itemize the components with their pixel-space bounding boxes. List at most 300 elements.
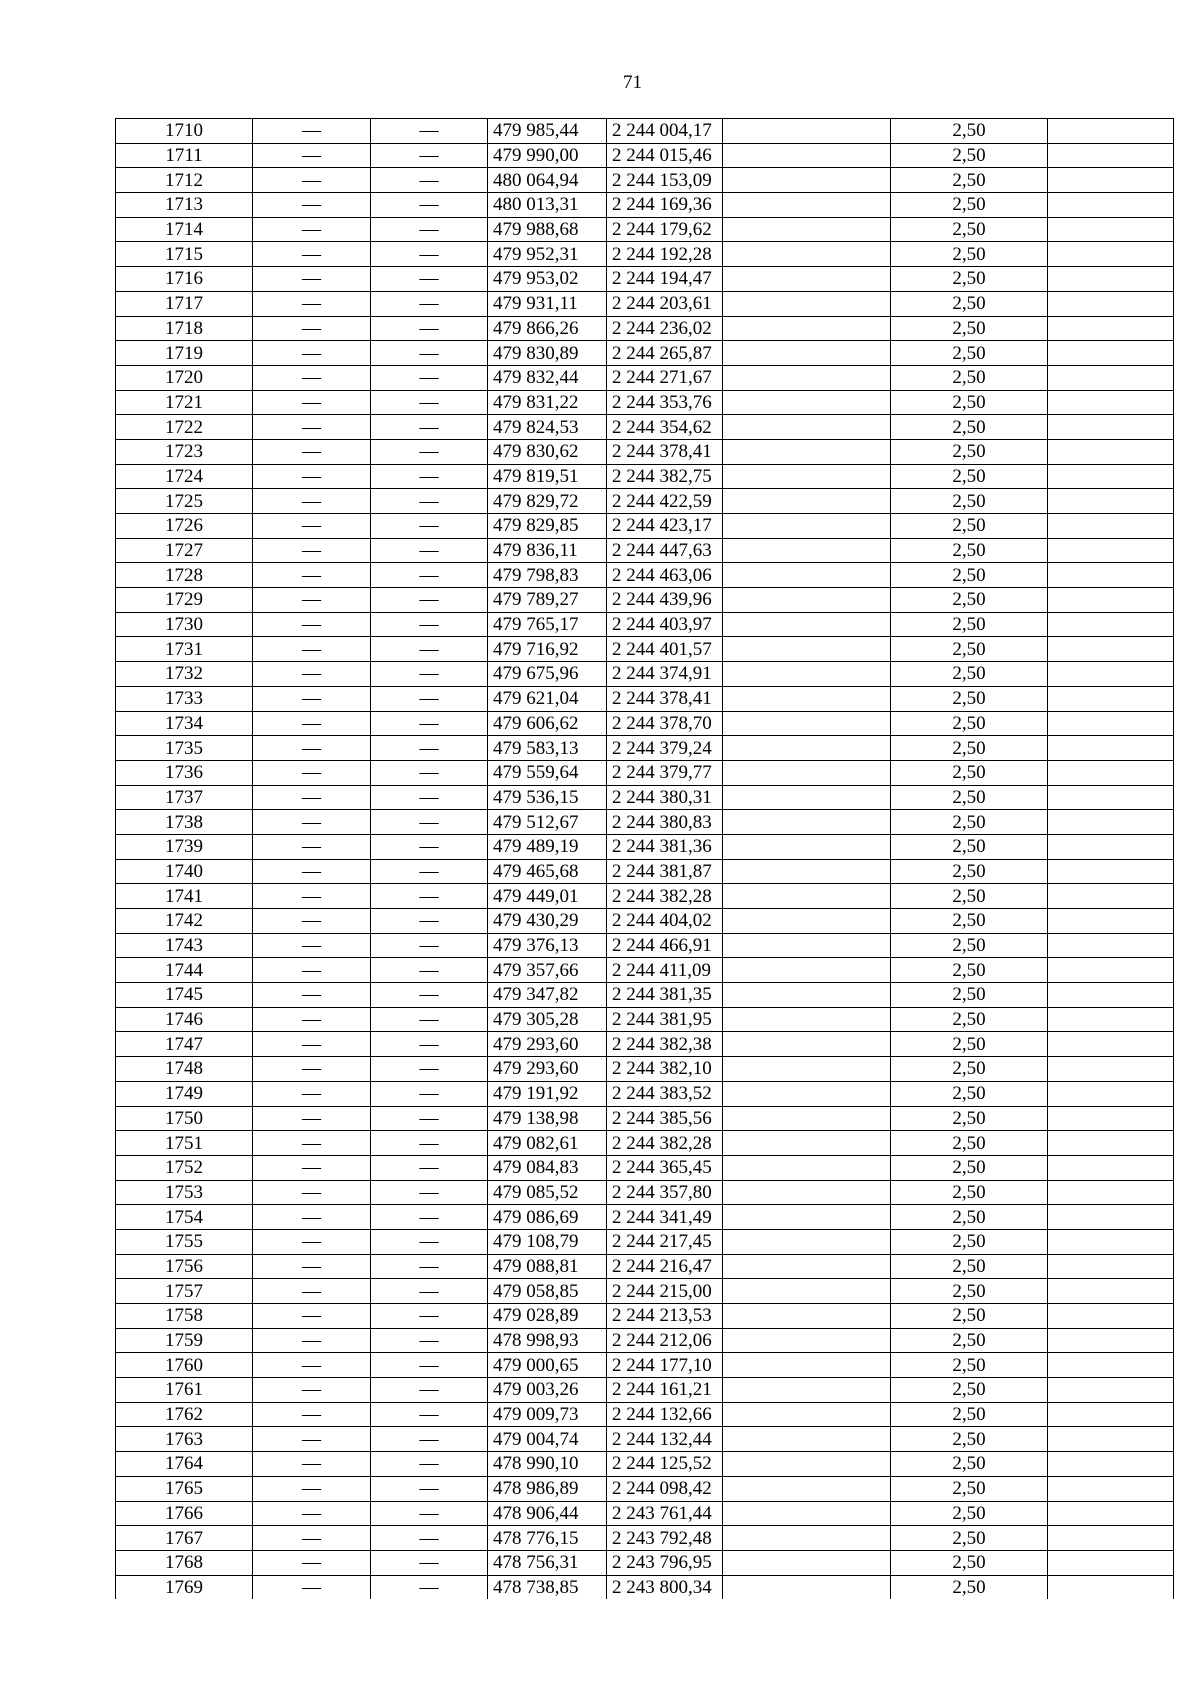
table-row bbox=[116, 242, 1174, 267]
empty-cell bbox=[723, 1452, 891, 1477]
x-coordinate-cell: 479 084,83 bbox=[488, 1155, 607, 1180]
y-coordinate-cell: 2 244 403,97 bbox=[607, 612, 723, 637]
dash-cell-a: — bbox=[253, 1526, 371, 1551]
y-coordinate-cell: 2 244 404,02 bbox=[607, 909, 723, 934]
x-coordinate-cell: 479 028,89 bbox=[488, 1304, 607, 1329]
x-coordinate-cell: 479 058,85 bbox=[488, 1279, 607, 1304]
point-number-cell: 1713 bbox=[116, 193, 253, 218]
dash-cell-a: — bbox=[253, 390, 371, 415]
point-number-cell: 1722 bbox=[116, 415, 253, 440]
point-number-cell: 1752 bbox=[116, 1155, 253, 1180]
x-coordinate-cell: 479 085,52 bbox=[488, 1180, 607, 1205]
dash-cell-b: — bbox=[371, 1501, 488, 1526]
point-number-cell: 1731 bbox=[116, 637, 253, 662]
empty-cell-last bbox=[1048, 933, 1174, 958]
dash-cell-a: — bbox=[253, 1501, 371, 1526]
value-cell: 2,50 bbox=[891, 1155, 1048, 1180]
x-coordinate-cell: 479 088,81 bbox=[488, 1254, 607, 1279]
x-coordinate-cell: 479 086,69 bbox=[488, 1205, 607, 1230]
x-coordinate-cell: 479 305,28 bbox=[488, 1007, 607, 1032]
dash-cell-b: — bbox=[371, 168, 488, 193]
table-row bbox=[116, 1155, 1174, 1180]
dash-cell-a: — bbox=[253, 1155, 371, 1180]
value-cell: 2,50 bbox=[891, 217, 1048, 242]
empty-cell-last bbox=[1048, 563, 1174, 588]
value-cell: 2,50 bbox=[891, 785, 1048, 810]
empty-cell-last bbox=[1048, 1476, 1174, 1501]
y-coordinate-cell: 2 243 792,48 bbox=[607, 1526, 723, 1551]
dash-cell-a: — bbox=[253, 588, 371, 613]
value-cell: 2,50 bbox=[891, 267, 1048, 292]
dash-cell-b: — bbox=[371, 736, 488, 761]
dash-cell-a: — bbox=[253, 291, 371, 316]
value-cell: 2,50 bbox=[891, 168, 1048, 193]
value-cell: 2,50 bbox=[891, 291, 1048, 316]
dash-cell-a: — bbox=[253, 810, 371, 835]
dash-cell-a: — bbox=[253, 662, 371, 687]
dash-cell-b: — bbox=[371, 390, 488, 415]
empty-cell bbox=[723, 859, 891, 884]
empty-cell-last bbox=[1048, 1328, 1174, 1353]
empty-cell bbox=[723, 119, 891, 144]
value-cell: 2,50 bbox=[891, 760, 1048, 785]
empty-cell bbox=[723, 267, 891, 292]
point-number-cell: 1762 bbox=[116, 1402, 253, 1427]
dash-cell-b: — bbox=[371, 291, 488, 316]
table-row bbox=[116, 1081, 1174, 1106]
point-number-cell: 1744 bbox=[116, 958, 253, 983]
empty-cell bbox=[723, 1427, 891, 1452]
table-row bbox=[116, 1180, 1174, 1205]
table-row bbox=[116, 1057, 1174, 1082]
x-coordinate-cell: 479 108,79 bbox=[488, 1229, 607, 1254]
table-row bbox=[116, 686, 1174, 711]
empty-cell bbox=[723, 514, 891, 539]
empty-cell-last bbox=[1048, 1007, 1174, 1032]
dash-cell-b: — bbox=[371, 1180, 488, 1205]
dash-cell-a: — bbox=[253, 686, 371, 711]
dash-cell-b: — bbox=[371, 1452, 488, 1477]
dash-cell-b: — bbox=[371, 193, 488, 218]
x-coordinate-cell: 479 138,98 bbox=[488, 1106, 607, 1131]
table-row bbox=[116, 1550, 1174, 1575]
empty-cell-last bbox=[1048, 1106, 1174, 1131]
empty-cell bbox=[723, 316, 891, 341]
y-coordinate-cell: 2 244 423,17 bbox=[607, 514, 723, 539]
point-number-cell: 1721 bbox=[116, 390, 253, 415]
empty-cell bbox=[723, 341, 891, 366]
empty-cell-last bbox=[1048, 119, 1174, 144]
point-number-cell: 1757 bbox=[116, 1279, 253, 1304]
dash-cell-a: — bbox=[253, 143, 371, 168]
dash-cell-a: — bbox=[253, 1279, 371, 1304]
dash-cell-a: — bbox=[253, 1575, 371, 1599]
empty-cell bbox=[723, 637, 891, 662]
empty-cell bbox=[723, 1057, 891, 1082]
y-coordinate-cell: 2 244 374,91 bbox=[607, 662, 723, 687]
empty-cell bbox=[723, 1106, 891, 1131]
dash-cell-b: — bbox=[371, 267, 488, 292]
dash-cell-b: — bbox=[371, 538, 488, 563]
y-coordinate-cell: 2 244 215,00 bbox=[607, 1279, 723, 1304]
point-number-cell: 1728 bbox=[116, 563, 253, 588]
dash-cell-a: — bbox=[253, 439, 371, 464]
dash-cell-a: — bbox=[253, 1057, 371, 1082]
dash-cell-b: — bbox=[371, 958, 488, 983]
x-coordinate-cell: 479 003,26 bbox=[488, 1378, 607, 1403]
dash-cell-a: — bbox=[253, 563, 371, 588]
value-cell: 2,50 bbox=[891, 193, 1048, 218]
empty-cell bbox=[723, 933, 891, 958]
value-cell: 2,50 bbox=[891, 242, 1048, 267]
point-number-cell: 1743 bbox=[116, 933, 253, 958]
x-coordinate-cell: 479 293,60 bbox=[488, 1032, 607, 1057]
x-coordinate-cell: 479 376,13 bbox=[488, 933, 607, 958]
empty-cell-last bbox=[1048, 242, 1174, 267]
x-coordinate-cell: 479 009,73 bbox=[488, 1402, 607, 1427]
dash-cell-a: — bbox=[253, 514, 371, 539]
x-coordinate-cell: 478 776,15 bbox=[488, 1526, 607, 1551]
y-coordinate-cell: 2 244 381,95 bbox=[607, 1007, 723, 1032]
empty-cell-last bbox=[1048, 1378, 1174, 1403]
table-row bbox=[116, 143, 1174, 168]
y-coordinate-cell: 2 243 796,95 bbox=[607, 1550, 723, 1575]
table-row bbox=[116, 168, 1174, 193]
point-number-cell: 1750 bbox=[116, 1106, 253, 1131]
x-coordinate-cell: 478 998,93 bbox=[488, 1328, 607, 1353]
table-row bbox=[116, 489, 1174, 514]
x-coordinate-cell: 479 866,26 bbox=[488, 316, 607, 341]
x-coordinate-cell: 478 986,89 bbox=[488, 1476, 607, 1501]
table-row bbox=[116, 563, 1174, 588]
value-cell: 2,50 bbox=[891, 464, 1048, 489]
empty-cell-last bbox=[1048, 217, 1174, 242]
x-coordinate-cell: 478 990,10 bbox=[488, 1452, 607, 1477]
point-number-cell: 1751 bbox=[116, 1131, 253, 1156]
value-cell: 2,50 bbox=[891, 1057, 1048, 1082]
dash-cell-b: — bbox=[371, 341, 488, 366]
x-coordinate-cell: 479 004,74 bbox=[488, 1427, 607, 1452]
y-coordinate-cell: 2 244 383,52 bbox=[607, 1081, 723, 1106]
point-number-cell: 1758 bbox=[116, 1304, 253, 1329]
value-cell: 2,50 bbox=[891, 439, 1048, 464]
empty-cell-last bbox=[1048, 1131, 1174, 1156]
value-cell: 2,50 bbox=[891, 1007, 1048, 1032]
empty-cell-last bbox=[1048, 637, 1174, 662]
empty-cell bbox=[723, 760, 891, 785]
point-number-cell: 1745 bbox=[116, 983, 253, 1008]
x-coordinate-cell: 479 765,17 bbox=[488, 612, 607, 637]
point-number-cell: 1720 bbox=[116, 365, 253, 390]
dash-cell-a: — bbox=[253, 884, 371, 909]
empty-cell-last bbox=[1048, 859, 1174, 884]
empty-cell bbox=[723, 1526, 891, 1551]
x-coordinate-cell: 479 000,65 bbox=[488, 1353, 607, 1378]
value-cell: 2,50 bbox=[891, 415, 1048, 440]
table-row bbox=[116, 1205, 1174, 1230]
y-coordinate-cell: 2 244 194,47 bbox=[607, 267, 723, 292]
y-coordinate-cell: 2 244 385,56 bbox=[607, 1106, 723, 1131]
value-cell: 2,50 bbox=[891, 588, 1048, 613]
dash-cell-a: — bbox=[253, 711, 371, 736]
y-coordinate-cell: 2 244 098,42 bbox=[607, 1476, 723, 1501]
x-coordinate-cell: 479 465,68 bbox=[488, 859, 607, 884]
value-cell: 2,50 bbox=[891, 119, 1048, 144]
table-row bbox=[116, 662, 1174, 687]
y-coordinate-cell: 2 244 401,57 bbox=[607, 637, 723, 662]
value-cell: 2,50 bbox=[891, 859, 1048, 884]
empty-cell bbox=[723, 1205, 891, 1230]
empty-cell bbox=[723, 242, 891, 267]
dash-cell-a: — bbox=[253, 119, 371, 144]
empty-cell bbox=[723, 1402, 891, 1427]
y-coordinate-cell: 2 244 179,62 bbox=[607, 217, 723, 242]
x-coordinate-cell: 479 836,11 bbox=[488, 538, 607, 563]
empty-cell-last bbox=[1048, 291, 1174, 316]
table-row bbox=[116, 1032, 1174, 1057]
empty-cell bbox=[723, 983, 891, 1008]
empty-cell-last bbox=[1048, 341, 1174, 366]
dash-cell-b: — bbox=[371, 1205, 488, 1230]
value-cell: 2,50 bbox=[891, 489, 1048, 514]
point-number-cell: 1723 bbox=[116, 439, 253, 464]
y-coordinate-cell: 2 244 169,36 bbox=[607, 193, 723, 218]
value-cell: 2,50 bbox=[891, 143, 1048, 168]
dash-cell-a: — bbox=[253, 834, 371, 859]
dash-cell-a: — bbox=[253, 612, 371, 637]
value-cell: 2,50 bbox=[891, 810, 1048, 835]
empty-cell-last bbox=[1048, 464, 1174, 489]
value-cell: 2,50 bbox=[891, 1328, 1048, 1353]
point-number-cell: 1740 bbox=[116, 859, 253, 884]
dash-cell-a: — bbox=[253, 489, 371, 514]
value-cell: 2,50 bbox=[891, 1402, 1048, 1427]
empty-cell-last bbox=[1048, 1501, 1174, 1526]
x-coordinate-cell: 479 832,44 bbox=[488, 365, 607, 390]
dash-cell-b: — bbox=[371, 1304, 488, 1329]
dash-cell-b: — bbox=[371, 1402, 488, 1427]
dash-cell-a: — bbox=[253, 1106, 371, 1131]
dash-cell-b: — bbox=[371, 1427, 488, 1452]
empty-cell-last bbox=[1048, 193, 1174, 218]
value-cell: 2,50 bbox=[891, 1032, 1048, 1057]
table-row bbox=[116, 1476, 1174, 1501]
x-coordinate-cell: 479 583,13 bbox=[488, 736, 607, 761]
table-row bbox=[116, 1378, 1174, 1403]
value-cell: 2,50 bbox=[891, 711, 1048, 736]
table-row bbox=[116, 316, 1174, 341]
dash-cell-b: — bbox=[371, 909, 488, 934]
value-cell: 2,50 bbox=[891, 1180, 1048, 1205]
table-row bbox=[116, 267, 1174, 292]
y-coordinate-cell: 2 244 217,45 bbox=[607, 1229, 723, 1254]
empty-cell bbox=[723, 365, 891, 390]
y-coordinate-cell: 2 243 761,44 bbox=[607, 1501, 723, 1526]
empty-cell bbox=[723, 1575, 891, 1599]
empty-cell-last bbox=[1048, 983, 1174, 1008]
empty-cell-last bbox=[1048, 662, 1174, 687]
table-row bbox=[116, 711, 1174, 736]
dash-cell-a: — bbox=[253, 1304, 371, 1329]
table-row bbox=[116, 588, 1174, 613]
empty-cell-last bbox=[1048, 316, 1174, 341]
y-coordinate-cell: 2 244 382,38 bbox=[607, 1032, 723, 1057]
value-cell: 2,50 bbox=[891, 1501, 1048, 1526]
x-coordinate-cell: 478 756,31 bbox=[488, 1550, 607, 1575]
table-row bbox=[116, 439, 1174, 464]
dash-cell-b: — bbox=[371, 1526, 488, 1551]
x-coordinate-cell: 479 512,67 bbox=[488, 810, 607, 835]
dash-cell-b: — bbox=[371, 1575, 488, 1599]
table-row bbox=[116, 859, 1174, 884]
empty-cell-last bbox=[1048, 439, 1174, 464]
empty-cell bbox=[723, 464, 891, 489]
dash-cell-a: — bbox=[253, 168, 371, 193]
empty-cell-last bbox=[1048, 168, 1174, 193]
table-row bbox=[116, 1254, 1174, 1279]
point-number-cell: 1742 bbox=[116, 909, 253, 934]
dash-cell-a: — bbox=[253, 1007, 371, 1032]
dash-cell-a: — bbox=[253, 1081, 371, 1106]
dash-cell-b: — bbox=[371, 1007, 488, 1032]
x-coordinate-cell: 479 191,92 bbox=[488, 1081, 607, 1106]
table-row bbox=[116, 736, 1174, 761]
x-coordinate-cell: 480 013,31 bbox=[488, 193, 607, 218]
empty-cell bbox=[723, 1550, 891, 1575]
y-coordinate-cell: 2 244 357,80 bbox=[607, 1180, 723, 1205]
point-number-cell: 1753 bbox=[116, 1180, 253, 1205]
empty-cell-last bbox=[1048, 1353, 1174, 1378]
dash-cell-b: — bbox=[371, 563, 488, 588]
value-cell: 2,50 bbox=[891, 686, 1048, 711]
point-number-cell: 1737 bbox=[116, 785, 253, 810]
value-cell: 2,50 bbox=[891, 1254, 1048, 1279]
empty-cell bbox=[723, 736, 891, 761]
point-number-cell: 1754 bbox=[116, 1205, 253, 1230]
x-coordinate-cell: 479 952,31 bbox=[488, 242, 607, 267]
table-row bbox=[116, 834, 1174, 859]
empty-cell-last bbox=[1048, 365, 1174, 390]
y-coordinate-cell: 2 244 216,47 bbox=[607, 1254, 723, 1279]
x-coordinate-cell: 479 357,66 bbox=[488, 958, 607, 983]
y-coordinate-cell: 2 244 379,24 bbox=[607, 736, 723, 761]
point-number-cell: 1735 bbox=[116, 736, 253, 761]
y-coordinate-cell: 2 244 381,36 bbox=[607, 834, 723, 859]
table-row bbox=[116, 1007, 1174, 1032]
dash-cell-a: — bbox=[253, 760, 371, 785]
y-coordinate-cell: 2 244 382,28 bbox=[607, 884, 723, 909]
dash-cell-a: — bbox=[253, 1328, 371, 1353]
table-row bbox=[116, 119, 1174, 144]
value-cell: 2,50 bbox=[891, 1476, 1048, 1501]
dash-cell-b: — bbox=[371, 637, 488, 662]
empty-cell bbox=[723, 834, 891, 859]
value-cell: 2,50 bbox=[891, 1304, 1048, 1329]
table-row bbox=[116, 193, 1174, 218]
y-coordinate-cell: 2 244 132,44 bbox=[607, 1427, 723, 1452]
x-coordinate-cell: 479 829,72 bbox=[488, 489, 607, 514]
empty-cell-last bbox=[1048, 1575, 1174, 1599]
dash-cell-b: — bbox=[371, 464, 488, 489]
point-number-cell: 1759 bbox=[116, 1328, 253, 1353]
empty-cell bbox=[723, 909, 891, 934]
point-number-cell: 1739 bbox=[116, 834, 253, 859]
x-coordinate-cell: 479 430,29 bbox=[488, 909, 607, 934]
value-cell: 2,50 bbox=[891, 909, 1048, 934]
y-coordinate-cell: 2 244 411,09 bbox=[607, 958, 723, 983]
point-number-cell: 1714 bbox=[116, 217, 253, 242]
empty-cell-last bbox=[1048, 1205, 1174, 1230]
value-cell: 2,50 bbox=[891, 834, 1048, 859]
dash-cell-b: — bbox=[371, 1378, 488, 1403]
empty-cell-last bbox=[1048, 1057, 1174, 1082]
dash-cell-b: — bbox=[371, 1353, 488, 1378]
dash-cell-a: — bbox=[253, 1550, 371, 1575]
table-row bbox=[116, 760, 1174, 785]
x-coordinate-cell: 479 489,19 bbox=[488, 834, 607, 859]
x-coordinate-cell: 478 738,85 bbox=[488, 1575, 607, 1599]
y-coordinate-cell: 2 244 378,70 bbox=[607, 711, 723, 736]
x-coordinate-cell: 479 621,04 bbox=[488, 686, 607, 711]
dash-cell-b: — bbox=[371, 588, 488, 613]
point-number-cell: 1734 bbox=[116, 711, 253, 736]
empty-cell-last bbox=[1048, 909, 1174, 934]
empty-cell bbox=[723, 143, 891, 168]
empty-cell-last bbox=[1048, 958, 1174, 983]
y-coordinate-cell: 2 244 203,61 bbox=[607, 291, 723, 316]
dash-cell-a: — bbox=[253, 933, 371, 958]
empty-cell bbox=[723, 1007, 891, 1032]
point-number-cell: 1726 bbox=[116, 514, 253, 539]
value-cell: 2,50 bbox=[891, 1575, 1048, 1599]
dash-cell-a: — bbox=[253, 538, 371, 563]
dash-cell-b: — bbox=[371, 242, 488, 267]
y-coordinate-cell: 2 244 354,62 bbox=[607, 415, 723, 440]
value-cell: 2,50 bbox=[891, 933, 1048, 958]
table-row bbox=[116, 1452, 1174, 1477]
empty-cell bbox=[723, 588, 891, 613]
dash-cell-b: — bbox=[371, 143, 488, 168]
dash-cell-b: — bbox=[371, 983, 488, 1008]
point-number-cell: 1717 bbox=[116, 291, 253, 316]
point-number-cell: 1727 bbox=[116, 538, 253, 563]
empty-cell bbox=[723, 662, 891, 687]
empty-cell bbox=[723, 785, 891, 810]
empty-cell bbox=[723, 1254, 891, 1279]
coordinates-table bbox=[115, 118, 1174, 1599]
table-row bbox=[116, 1575, 1174, 1599]
table-row bbox=[116, 390, 1174, 415]
dash-cell-a: — bbox=[253, 1229, 371, 1254]
table-row bbox=[116, 1279, 1174, 1304]
empty-cell bbox=[723, 563, 891, 588]
x-coordinate-cell: 479 606,62 bbox=[488, 711, 607, 736]
x-coordinate-cell: 479 675,96 bbox=[488, 662, 607, 687]
dash-cell-a: — bbox=[253, 217, 371, 242]
value-cell: 2,50 bbox=[891, 316, 1048, 341]
dash-cell-a: — bbox=[253, 193, 371, 218]
table-row bbox=[116, 1526, 1174, 1551]
page-number: 71 bbox=[623, 72, 642, 93]
y-coordinate-cell: 2 244 271,67 bbox=[607, 365, 723, 390]
point-number-cell: 1764 bbox=[116, 1452, 253, 1477]
empty-cell-last bbox=[1048, 1279, 1174, 1304]
point-number-cell: 1769 bbox=[116, 1575, 253, 1599]
dash-cell-b: — bbox=[371, 1155, 488, 1180]
empty-cell-last bbox=[1048, 785, 1174, 810]
y-coordinate-cell: 2 244 379,77 bbox=[607, 760, 723, 785]
empty-cell-last bbox=[1048, 1081, 1174, 1106]
